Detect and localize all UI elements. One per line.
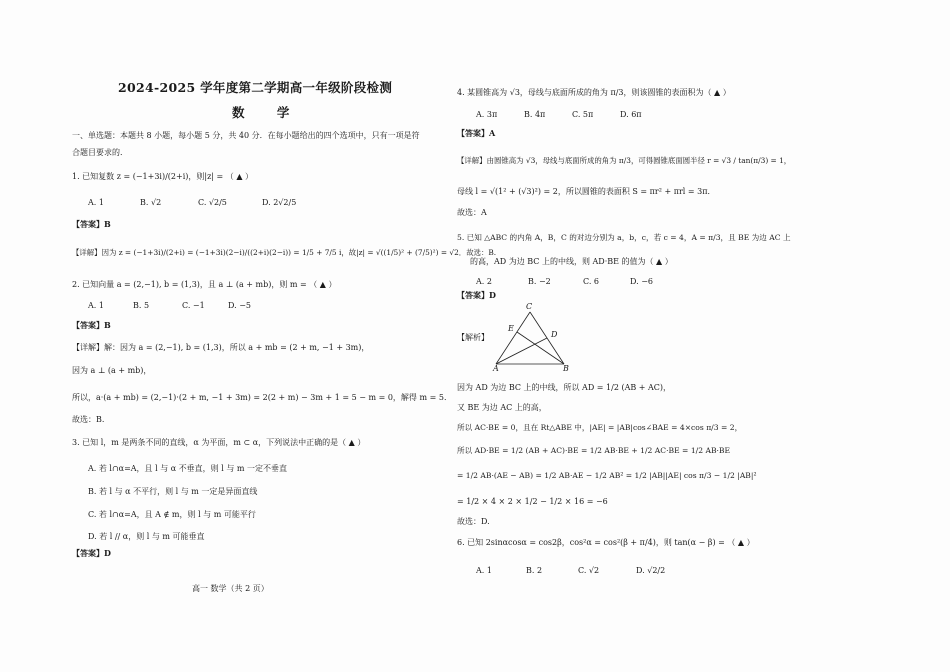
q2-solution-line1: 【详解】解：因为 a = (2,−1), b = (1,3)，所以 a + mb = (2 + m, −1 + 3m)， xyxy=(72,343,370,352)
label-point-e: E xyxy=(508,324,514,333)
q5-answer: 【答案】D xyxy=(457,290,496,300)
q5-option-a: A. 2 xyxy=(476,277,492,286)
q3-option-a: A. 若 l∩α=A，且 l 与 α 不垂直，则 l 与 m 一定不垂直 xyxy=(88,464,287,473)
q2-solution-line2: 因为 a ⊥ (a + mb)， xyxy=(72,366,152,375)
label-vertex-a: A xyxy=(493,364,499,373)
section-instructions: 一、单选题：本题共 8 小题，每小题 5 分，共 40 分．在每小题给出的四个选项中，只有一项是符 xyxy=(72,131,420,140)
question-2: 2. 已知向量 a = (2,−1), b = (1,3)，且 a ⊥ (a + mb)，则 m = （ ▲ ） xyxy=(72,280,337,289)
q6-option-a: A. 1 xyxy=(476,566,492,575)
q4-option-b: B. 4π xyxy=(524,110,546,119)
q3-answer: 【答案】D xyxy=(72,548,111,558)
q6-option-d: D. √2/2 xyxy=(636,566,666,575)
q2-option-d: D. −5 xyxy=(228,301,252,310)
section-instructions-cont: 合题目要求的． xyxy=(72,148,128,157)
q5-option-d: D. −6 xyxy=(630,277,654,286)
q5-solution-line4: 所以 AD·BE = 1/2 (AB + AC)·BE = 1/2 AB·BE + 1/2 AC·BE = 1/2 AB·BE xyxy=(457,446,731,455)
q1-option-b: B. √2 xyxy=(140,198,162,207)
label-vertex-b: B xyxy=(563,364,569,373)
question-6: 6. 已知 2sinαcosα = cos2β，cos²α = cos²(β + π/4)，则 tan(α − β) = （ ▲ ） xyxy=(457,538,755,547)
q5-solution-line2: 又 BE 为边 AC 上的高， xyxy=(457,403,547,412)
q4-option-a: A. 3π xyxy=(476,110,498,119)
q2-answer: 【答案】B xyxy=(72,320,111,330)
q2-option-c: C. −1 xyxy=(182,301,205,310)
label-vertex-c: C xyxy=(526,302,533,311)
q6-option-c: C. √2 xyxy=(578,566,600,575)
q2-solution-line3: 所以，a·(a + mb) = (2,−1)·(2 + m, −1 + 3m) = 2(2 + m) − 3m + 1 = 5 − m = 0，解得 m = 5． xyxy=(72,393,452,402)
q1-option-a: A. 1 xyxy=(88,198,104,207)
question-1: 1. 已知复数 z = (−1+3i)/(2+i)，则|z| = （ ▲ ） xyxy=(72,172,254,181)
q5-analysis-label: 【解析】 xyxy=(457,333,489,342)
question-4: 4. 某圆锥高为 √3，母线与底面所成的角为 π/3，则该圆锥的表面积为（ ▲ ） xyxy=(457,88,731,97)
question-3: 3. 已知 l，m 是两条不同的直线，α 为平面，m ⊂ α，下列说法中正确的是（ ▲ ） xyxy=(72,438,366,447)
q3-option-d: D. 若 l // α，则 l 与 m 可能垂直 xyxy=(88,532,205,541)
q1-option-c: C. √2/5 xyxy=(198,198,227,207)
q1-answer: 【答案】B xyxy=(72,219,111,229)
q1-option-d: D. 2√2/5 xyxy=(262,198,297,207)
question-5: 5. 已知 △ABC 的内角 A，B，C 的对边分别为 a，b，c，若 c = 4，A = π/3，且 BE 为边 AC 上 xyxy=(457,233,791,242)
exam-title: 2024-2025 学年度第二学期高一年级阶段检测 xyxy=(118,80,393,95)
page-footer: 高一 数学（共 2 页） xyxy=(192,584,269,593)
q4-solution-line3: 故选：A xyxy=(457,208,487,217)
q4-solution-line1: 【详解】由圆锥高为 √3，母线与底面所成的角为 π/3，可得圆锥底面圆半径 r = √3 / tan(π/3) = 1， xyxy=(457,156,792,165)
q4-option-d: D. 6π xyxy=(620,110,642,119)
q5-solution-line5: = 1/2 AB·(AE − AB) = 1/2 AB·AE − 1/2 AB² = 1/2 |AB||AE| cos π/3 − 1/2 |AB|² xyxy=(457,471,757,480)
q5-solution-line1: 因为 AD 为边 BC 上的中线，所以 AD = 1/2 (AB + AC)， xyxy=(457,383,672,392)
q5-option-c: C. 6 xyxy=(583,277,600,286)
q1-solution: 【详解】因为 z = (−1+3i)/(2+i) = (−1+3i)(2−i)/((2+i)(2−i)) = 1/5 + 7/5 i，故|z| = √((1/5)² + (7/5)²) = √2．故选：B. xyxy=(72,248,497,257)
q2-option-a: A. 1 xyxy=(88,301,104,310)
q4-solution-line2: 母线 l = √(1² + (√3)²) = 2，所以圆锥的表面积 S = πr² + πrl = 3π． xyxy=(457,187,716,196)
q6-option-b: B. 2 xyxy=(526,566,543,575)
question-5-cont: 的高，AD 为边 BC 上的中线，则 AD·BE 的值为（ ▲ ） xyxy=(470,257,673,266)
q3-option-c: C. 若 l∩α=A，且 A ∉ m，则 l 与 m 可能平行 xyxy=(88,510,256,519)
q2-option-b: B. 5 xyxy=(133,301,150,310)
q5-option-b: B. −2 xyxy=(528,277,551,286)
q3-option-b: B. 若 l 与 α 不平行，则 l 与 m 一定是异面直线 xyxy=(88,487,258,496)
q5-solution-line6: = 1/2 × 4 × 2 × 1/2 − 1/2 × 16 = −6 xyxy=(457,497,608,506)
q5-solution-line3: 所以 AC·BE = 0，且在 Rt△ABE 中，|AE| = |AB|cos∠BAE = 4×cos π/3 = 2， xyxy=(457,423,743,432)
q4-answer: 【答案】A xyxy=(457,128,496,138)
q5-solution-line7: 故选：D. xyxy=(457,517,490,526)
q4-option-c: C. 5π xyxy=(572,110,594,119)
label-point-d: D xyxy=(551,330,558,339)
q2-solution-line4: 故选：B. xyxy=(72,415,105,424)
subject-title: 数 学 xyxy=(232,105,304,120)
